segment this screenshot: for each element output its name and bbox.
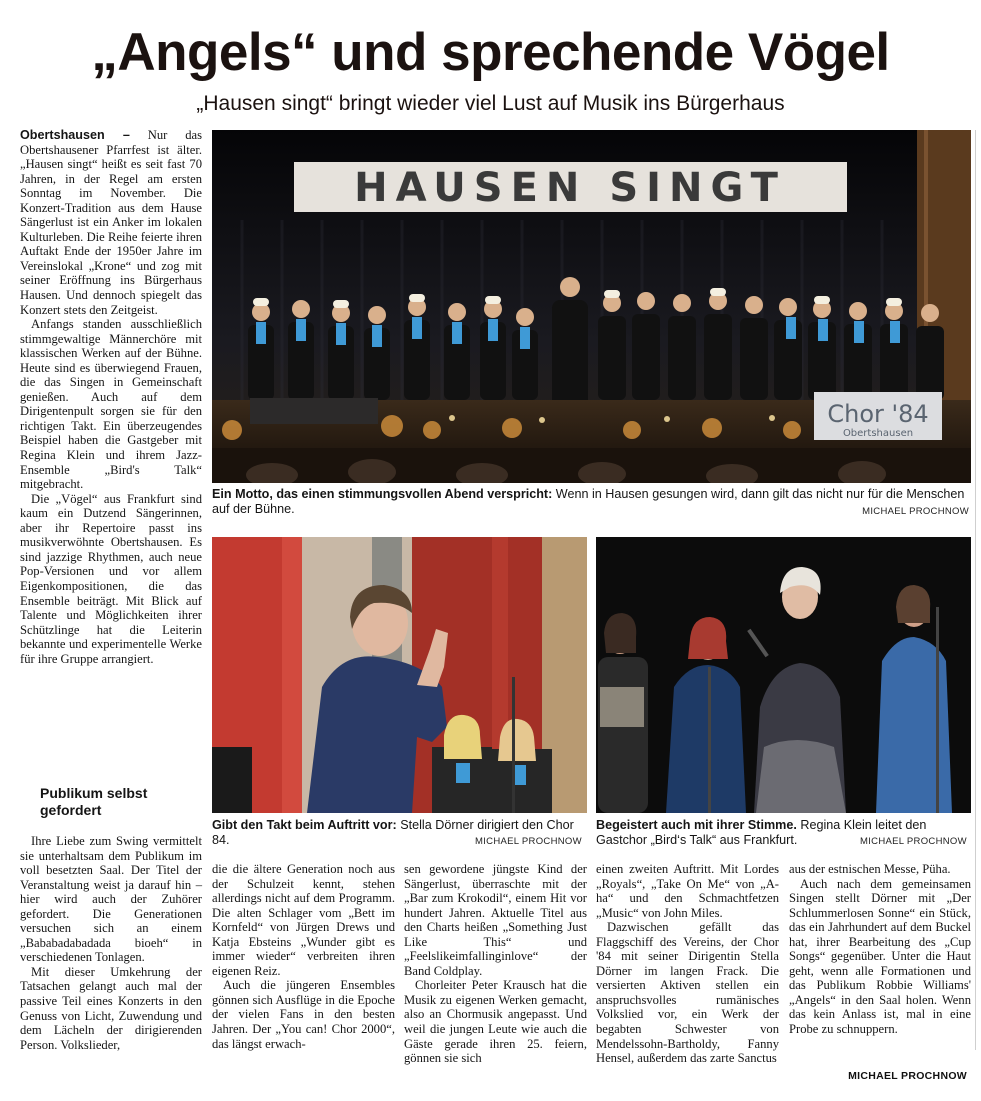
paragraph: Chorleiter Peter Krausch hat die Musik zu eigenen Werken gemacht, also an Chormusik angepasst. Und weil die jungen Leute wie auch die Gäste gerade ihren 25. feiern, gönnen sie sich bbox=[404, 978, 587, 1066]
headline: „Angels“ und sprechende Vögel bbox=[91, 23, 890, 82]
paragraph-text: Nur das Obertshausener Pfarrfest ist älter. „Hausen singt“ heißt es seit fast 70 Jahren, in der Regel am ersten Sonntag im November. Die Konzert-Tradition aus dem Hause Sängerlust ist ein Anker im lokalen Kulturleben. Die Reihe feierte ihren Auftakt Ende der 1950er Jahre im Vereinslokal „Krone“ und zog mit seiner Eröffnung ins Bürgerhaus Hausen. Und dennoch spiegelt das Konzert stets den Zeitgeist. bbox=[20, 128, 202, 317]
article-column-2 bbox=[212, 862, 395, 1051]
chor84-sign-subtext: Obertshausen bbox=[842, 428, 914, 439]
paragraph: Auch die jüngeren Ensembles gönnen sich Ausflüge in die Epoche der vielen Fans in den besten Jahren. Der „You can! Chor 2000“, das längst erwach- bbox=[212, 978, 395, 1051]
photo-main-stage bbox=[212, 130, 971, 483]
article-column-4 bbox=[596, 862, 779, 1066]
photo-credit-main: MICHAEL PROCHNOW bbox=[862, 506, 969, 517]
photo-singers bbox=[596, 537, 971, 813]
paragraph: Dazwischen gefällt das Flaggschiff des Vereins, der Chor '84 mit seiner Dirigentin Stella Dörner im langen Frack. Die versierten Aktiven stellen ein anspruchsvolles rumänisches Volkslied vor, ein Werk der begabten Schwester von Mendelssohn-Bartholdy, Fanny Hensel, außerdem das zarte Sanctus bbox=[596, 920, 779, 1066]
subheadline: „Hausen singt“ bringt wieder viel Lust auf Musik ins Bürgerhaus bbox=[196, 92, 785, 115]
author-byline: MICHAEL PROCHNOW bbox=[848, 1070, 967, 1082]
banner-text: HAUSEN SINGT bbox=[354, 165, 786, 211]
dateline: Obertshausen – bbox=[20, 128, 130, 142]
conductor-illustration bbox=[212, 537, 587, 813]
stage-sign-left bbox=[250, 398, 378, 424]
article-column-3 bbox=[404, 862, 587, 1066]
photo-credit-left: MICHAEL PROCHNOW bbox=[475, 836, 582, 847]
paragraph: aus der estnischen Messe, Püha. bbox=[789, 862, 951, 876]
paragraph: Ihre Liebe zum Swing vermittelt sie unterhaltsam dem Publikum im voll besetzten Saal. Der Titel der Veranstaltung weist ja darauf hin – hier wird auch der Zuhörer gefordert. Die Generationen versuchen sich an einem „Bababadabadada bioeh“ in verschiedenen Tonlagen. bbox=[20, 834, 202, 965]
caption-main bbox=[212, 487, 971, 517]
article-column-5 bbox=[789, 862, 971, 1037]
paragraph: Anfangs standen ausschließlich stimmgewaltige Männerchöre mit klassischen Werken auf der Bühne. Heute sind es überwiegend Frauen, die das Singen in Gemeinschaft genießen. Auch auf dem Dirigentenpult sorgen sie für den richtigen Takt. Ein überzeugendes Beispiel haben die Gastgeber mit Regina Klein und ihrem Jazz-Ensemble „Bird's Talk“ mitgebracht. bbox=[20, 317, 202, 492]
page-edge-divider bbox=[975, 130, 976, 1050]
paragraph: sen gewordene jüngste Kind der Sängerlust, überraschte mit der „Bar zum Krokodil“, einem Hit vor hundert Jahren. Aktuelle Titel aus den Charts heißen „Something Just Like This“ und „Feelslikeimfallinginlove“ der Band Coldplay. bbox=[404, 862, 587, 978]
paragraph: die die ältere Generation noch aus der Schulzeit kennt, stehen allerdings nicht auf dem Programm. Die alten Schlager vom „Bett im Kornfeld“ von Jürgen Drews und Katja Ebsteins „Wunder gibt es immer wieder“ verbreiten ihren eigenen Reiz. bbox=[212, 862, 395, 978]
singers-illustration bbox=[596, 537, 971, 813]
paragraph: einen zweiten Auftritt. Mit Lordes „Royals“, „Take On Me“ von „A-ha“ und den Schmachtfetzen „Music“ von John Miles. bbox=[596, 862, 779, 920]
caption-left-text: Stella Dörner dirigiert den Chor 84. bbox=[212, 818, 574, 847]
chor84-sign-text: Chor '84 bbox=[827, 400, 929, 428]
section-subheading: Publikum selbst gefordert bbox=[40, 785, 148, 818]
caption-right-bold: Begeistert auch mit ihrer Stimme. bbox=[596, 818, 797, 832]
paragraph bbox=[20, 128, 202, 317]
caption-main-text: Wenn in Hausen gesungen wird, dann gilt das nicht nur für die Menschen auf der Bühne. bbox=[212, 487, 965, 516]
photo-credit-right: MICHAEL PROCHNOW bbox=[860, 836, 967, 847]
photo-conductor bbox=[212, 537, 587, 813]
paragraph: Die „Vögel“ aus Frankfurt sind kaum ein Dutzend Sängerinnen, aber ihr Repertoire passt ins musikverwöhnte Obertshausen. Es sind jazzige Rhythmen, auch neue Pop-Versionen und vor allem Eigenkompositionen, die das Ensemble beiträgt. Mit Blick auf Talente und Möglichkeiten ihrer Schützlinge hat die Leiterin bekannte und experimentelle Werke für ihre Gruppe arrangiert. bbox=[20, 491, 202, 666]
paragraph: Auch nach dem gemeinsamen Singen stellt Dörner mit „Der Schlummerlosen Sonne“ ein Stück, das ein Jahrhundert auf dem Buckel hat, ihrer Bearbeitung des „Cup Songs“ gegenüber. Unter die Haut geht, wenn alle Formationen und das Publikum Robbie Williams' „Angels“ in den Saal holen. Wenn das kein Anlass ist, mal in eine Probe zu schnuppern. bbox=[789, 876, 971, 1037]
caption-right-text: Regina Klein leitet den Gastchor „Bird‘s Talk“ aus Frankfurt. bbox=[596, 818, 927, 847]
paragraph: Mit dieser Umkehrung der Tatsachen gelangt auch mal der passive Teil eines Konzerts in den Genuss von Licht, Zuwendung und dem Lächeln der dirigierenden Person. Volkslieder, bbox=[20, 964, 202, 1052]
stage-illustration bbox=[212, 130, 971, 483]
article-column-intro bbox=[20, 128, 202, 666]
article-column-left-lower bbox=[20, 834, 202, 1052]
caption-main-bold: Ein Motto, das einen stimmungsvollen Abend verspricht: bbox=[212, 487, 553, 501]
caption-left-bold: Gibt den Takt beim Auftritt vor: bbox=[212, 818, 397, 832]
